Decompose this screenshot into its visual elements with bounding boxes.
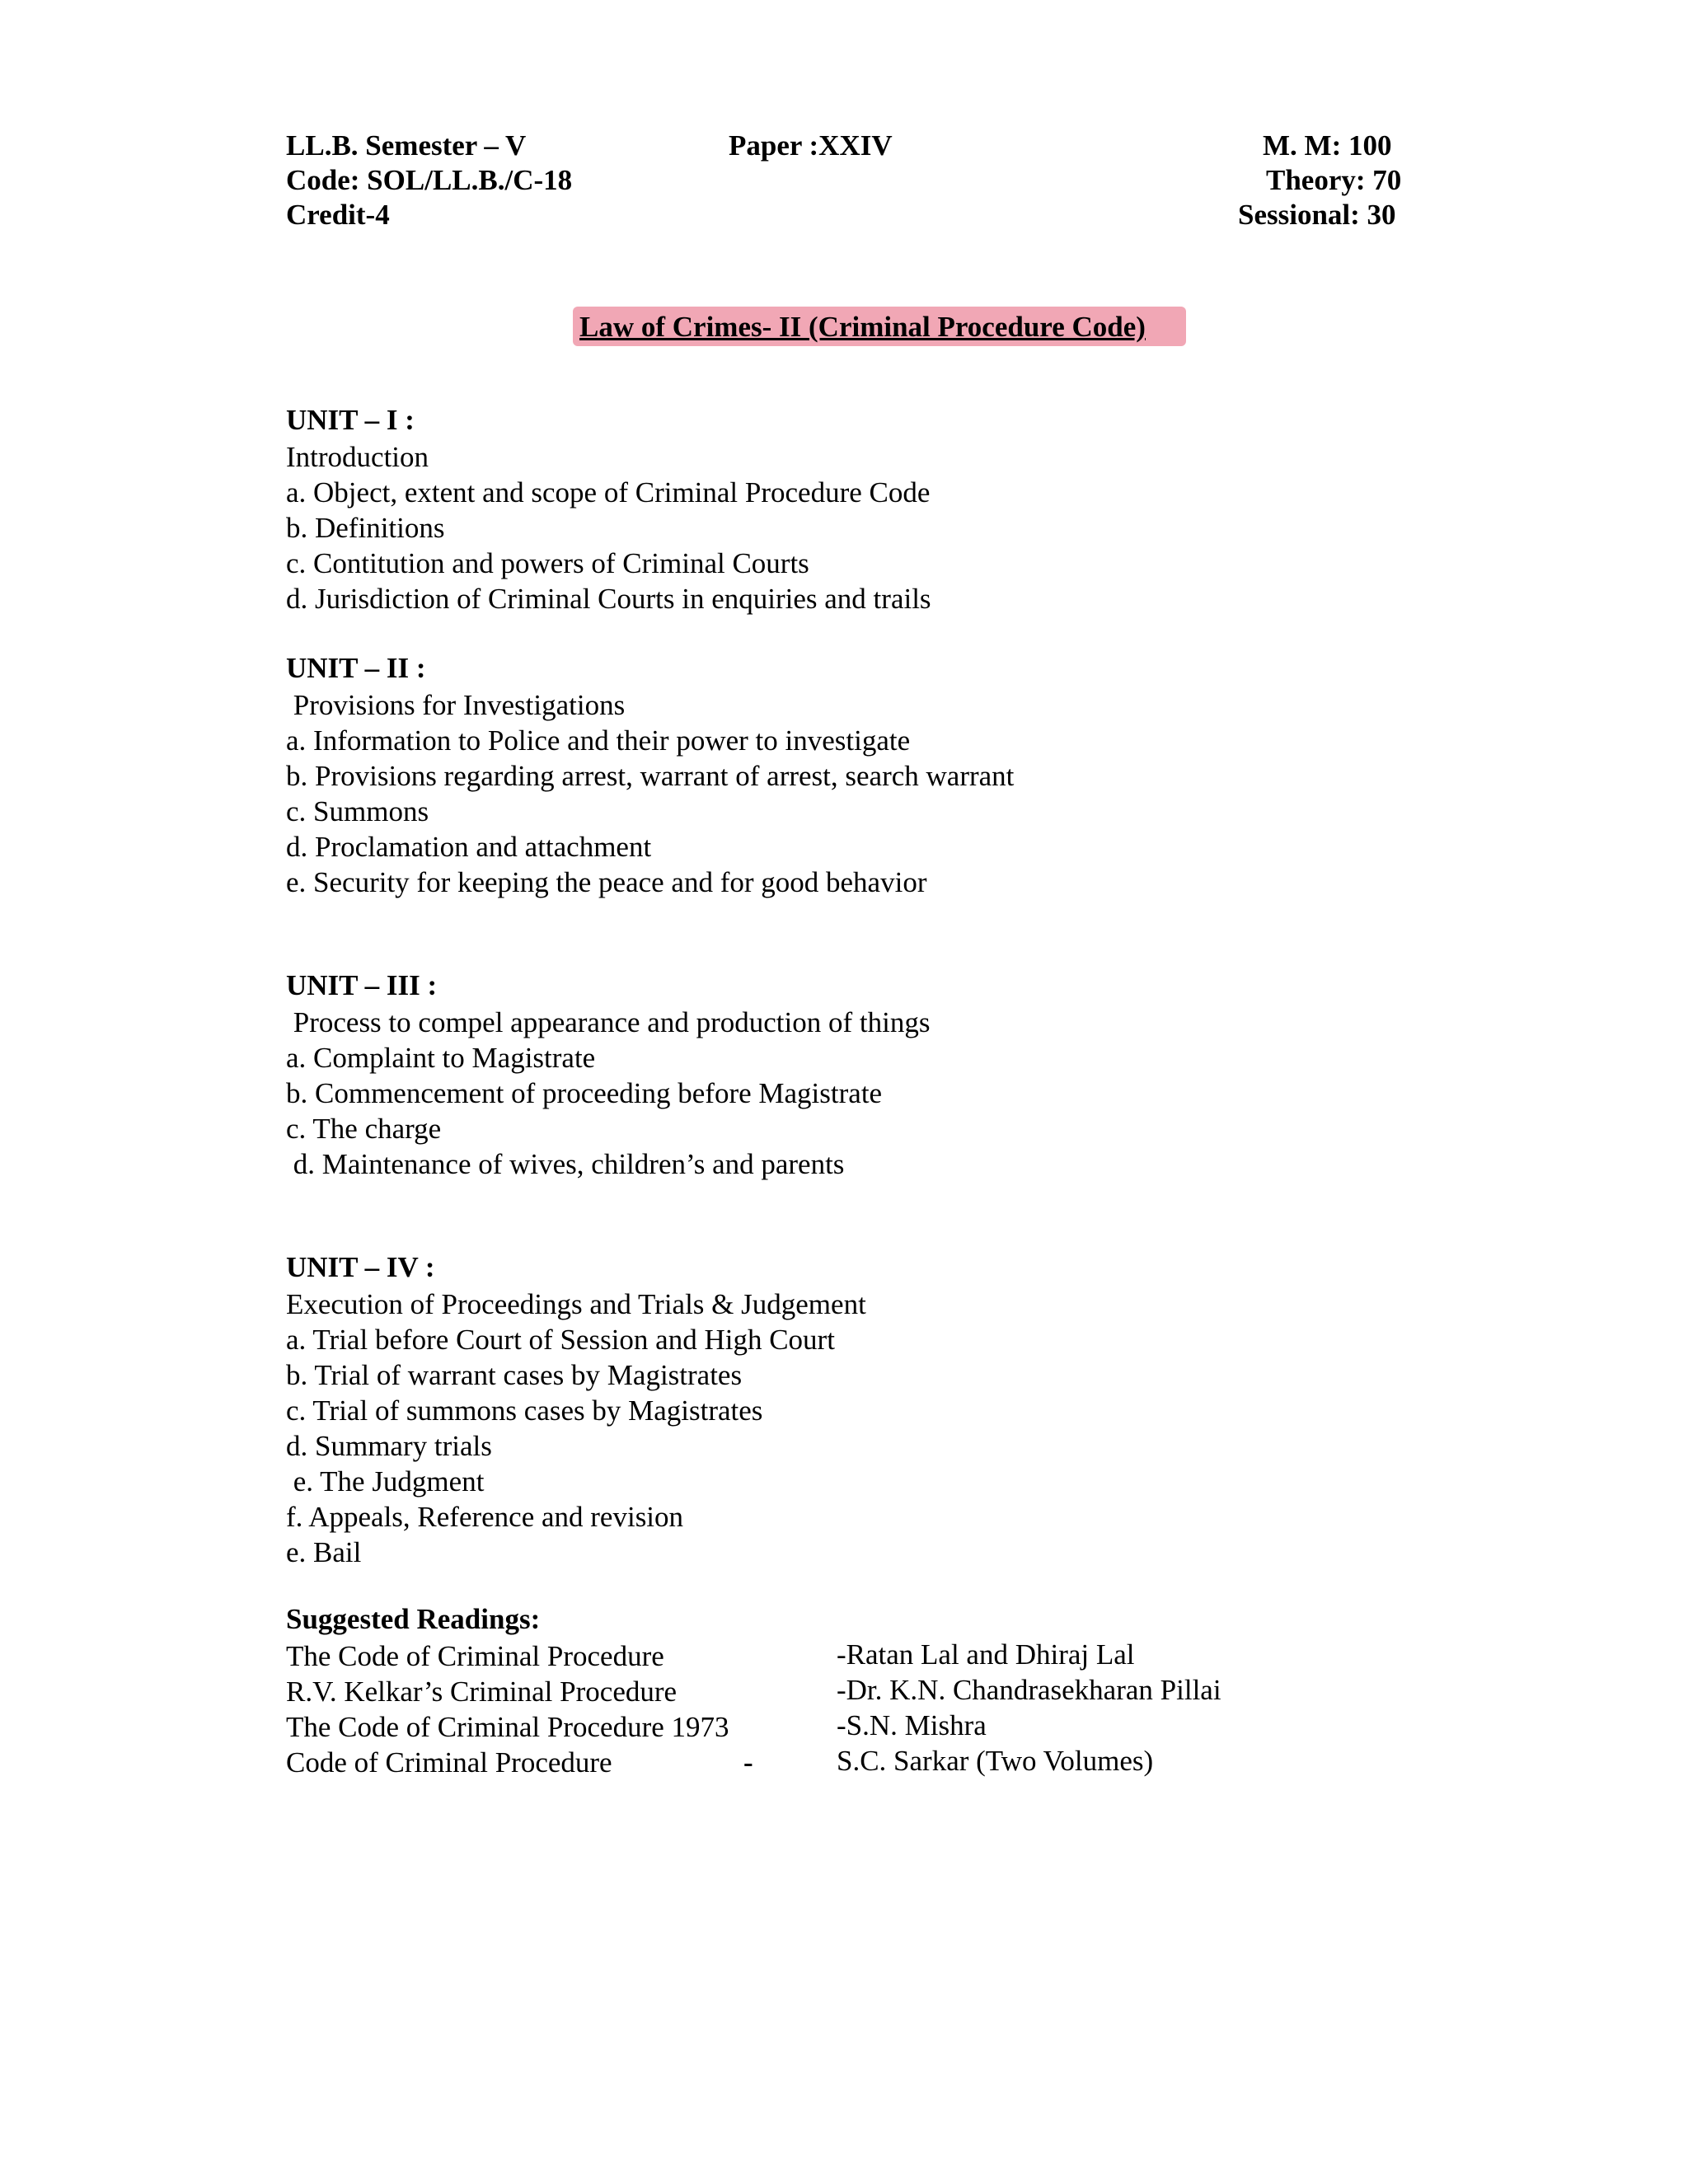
unit-4-item: b. Trial of warrant cases by Magistrates <box>286 1359 743 1391</box>
paper-label: Paper :XXIV <box>729 129 893 162</box>
unit-1-item: a. Object, extent and scope of Criminal Procedure Code <box>286 476 931 509</box>
unit-2-item: e. Security for keeping the peace and for good behavior <box>286 866 927 898</box>
max-marks-label: M. M: 100 <box>1263 129 1392 162</box>
unit-3-item: c. The charge <box>286 1113 442 1145</box>
reading-title: The Code of Criminal Procedure <box>286 1640 664 1672</box>
unit-1-item: d. Jurisdiction of Criminal Courts in enquiries and trails <box>286 583 931 615</box>
unit-1-heading: UNIT – I : <box>286 404 415 436</box>
unit-1-topic: Introduction <box>286 441 429 473</box>
unit-2-item: d. Proclamation and attachment <box>286 831 652 863</box>
reading-title: The Code of Criminal Procedure 1973 <box>286 1711 729 1743</box>
credit-label: Credit-4 <box>286 199 390 231</box>
readings-heading: Suggested Readings: <box>286 1603 541 1635</box>
course-title: Law of Crimes- II (Criminal Procedure Code) <box>579 311 1146 343</box>
unit-4-item: f. Appeals, Reference and revision <box>286 1501 684 1533</box>
unit-3-item: a. Complaint to Magistrate <box>286 1042 596 1074</box>
theory-label: Theory: 70 <box>1266 164 1402 196</box>
unit-3-topic: Process to compel appearance and production of things <box>286 1006 931 1038</box>
unit-3-item: b. Commencement of proceeding before Magistrate <box>286 1077 883 1109</box>
unit-3-item: d. Maintenance of wives, children’s and parents <box>286 1148 845 1180</box>
sessional-label: Sessional: 30 <box>1238 199 1396 231</box>
unit-4-item: a. Trial before Court of Session and High Court <box>286 1324 835 1356</box>
unit-2-item: a. Information to Police and their power to investigate <box>286 724 911 757</box>
unit-4-item: d. Summary trials <box>286 1430 492 1462</box>
unit-4-topic: Execution of Proceedings and Trials & Judgement <box>286 1288 866 1320</box>
code-label: Code: SOL/LL.B./C-18 <box>286 164 573 196</box>
unit-4-heading: UNIT – IV : <box>286 1251 435 1283</box>
unit-2-item: b. Provisions regarding arrest, warrant of arrest, search warrant <box>286 760 1015 792</box>
unit-1-item: c. Contitution and powers of Criminal Courts <box>286 547 809 579</box>
unit-4-item: e. The Judgment <box>286 1465 485 1497</box>
unit-2-topic: Provisions for Investigations <box>286 689 626 721</box>
unit-2-item: c. Summons <box>286 795 429 827</box>
reading-title: Code of Criminal Procedure <box>286 1746 612 1779</box>
unit-4-item: e. Bail <box>286 1536 362 1568</box>
reading-author: -S.N. Mishra <box>837 1709 987 1741</box>
reading-title: R.V. Kelkar’s Criminal Procedure <box>286 1675 678 1708</box>
reading-author: -Dr. K.N. Chandrasekharan Pillai <box>837 1674 1221 1706</box>
reading-author: -Ratan Lal and Dhiraj Lal <box>837 1638 1135 1671</box>
unit-4-item: c. Trial of summons cases by Magistrates <box>286 1394 763 1427</box>
unit-1-item: b. Definitions <box>286 512 445 544</box>
unit-2-heading: UNIT – II : <box>286 652 426 684</box>
unit-3-heading: UNIT – III : <box>286 969 438 1001</box>
reading-author: S.C. Sarkar (Two Volumes) <box>837 1745 1154 1777</box>
semester-label: LL.B. Semester – V <box>286 129 527 162</box>
reading-dash: - <box>743 1746 753 1779</box>
